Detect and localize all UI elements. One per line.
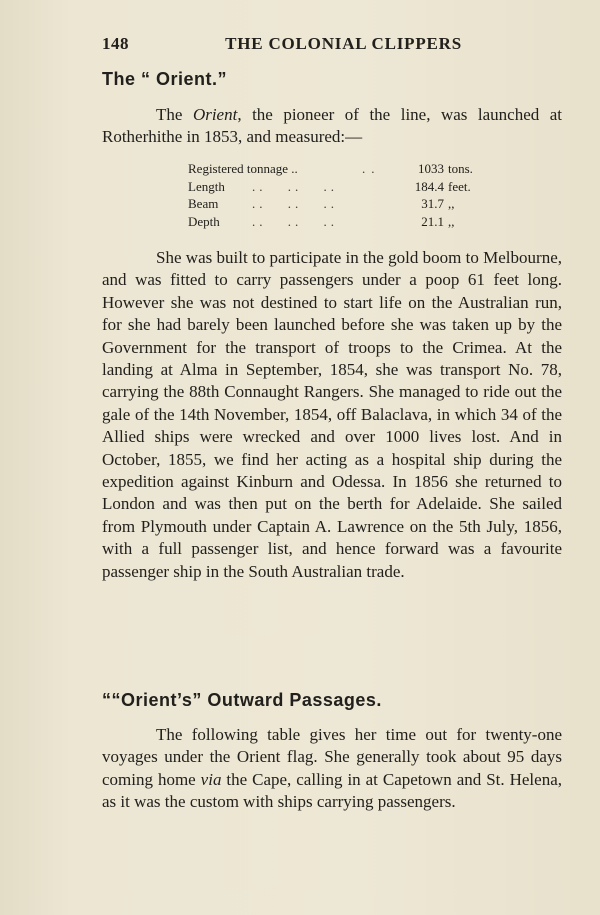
via-italic: via [200, 769, 222, 789]
section-heading-orient: The “ Orient.” [102, 69, 228, 89]
passages-paragraph [102, 724, 562, 814]
table-row [188, 178, 478, 196]
intro-text-start: The [156, 105, 193, 124]
passages-text-start: The following table gives her time out for twenty-one voyages under the Orient flag. She generally took about 95 days coming home [102, 725, 562, 789]
leader-dots: .. .. .. [252, 196, 338, 211]
measure-value: 21.1 [421, 213, 444, 229]
page-header [102, 34, 462, 56]
passages-text-end: the Cape, calling in at Capetown and St. Helena, as it was the custom with ships carrying passengers. [102, 769, 562, 812]
leader-dots: .. [362, 161, 381, 176]
ship-name-italic: Orient [192, 105, 238, 124]
measure-label: Depth [188, 213, 220, 229]
table-row [188, 195, 478, 213]
measure-value: 31.7 [421, 196, 444, 211]
measure-unit: tons. [448, 161, 473, 176]
measure-value: 184.4 [414, 178, 444, 194]
measure-unit: ,, [448, 213, 455, 229]
measure-unit: ,, [448, 196, 455, 211]
page-number: 148 [102, 34, 129, 53]
history-paragraph: She was built to participate in the gold boom to Melbourne, and was fitted to carry passengers under a poop 61 feet long. However she was not destined to start life on the Australian run, for she had barely been launched before she was taken up by the Government for the transport of troops to the Crimea. At the landing at Alma in September, 1854, she was transport No. 78, carrying the 88th Connaught Rangers. She managed to ride out the gale of the 14th November, 1854, off Balaclava, in which 34 of the Allied ships were wrecked and over 1000 lives lost. And in October, 1855, we find her acting as a hospital ship during the expedition against Kinburn and Odessa. In 1856 she returned to London and was then put on the berth for Adelaide. She sailed from Plymouth under Captain A. Lawrence on the 5th July, 1856, with a full passenger list, and hence forward was a favourite passenger ship in the South Australian trade. [102, 248, 562, 581]
measure-label: Length [188, 178, 225, 194]
leader-dots: .. .. .. [252, 178, 338, 194]
measure-label: Beam [188, 196, 219, 211]
section-heading-outward-passages: ““Orient’s” Outward Passages. [102, 690, 382, 710]
measure-label: Registered tonnage .. [188, 161, 298, 176]
measurements-table [188, 160, 478, 230]
table-row [188, 213, 478, 231]
measure-value: 1033 [418, 161, 444, 176]
table-row [188, 160, 478, 178]
intro-text-end: , the pioneer of the line, was launched at Rotherhithe in 1853, and measured:— [102, 105, 563, 147]
running-title: THE COLONIAL CLIPPERS [225, 34, 462, 53]
intro-paragraph [102, 104, 562, 149]
leader-dots: .. .. .. [252, 213, 338, 229]
measure-unit: feet. [448, 178, 471, 194]
